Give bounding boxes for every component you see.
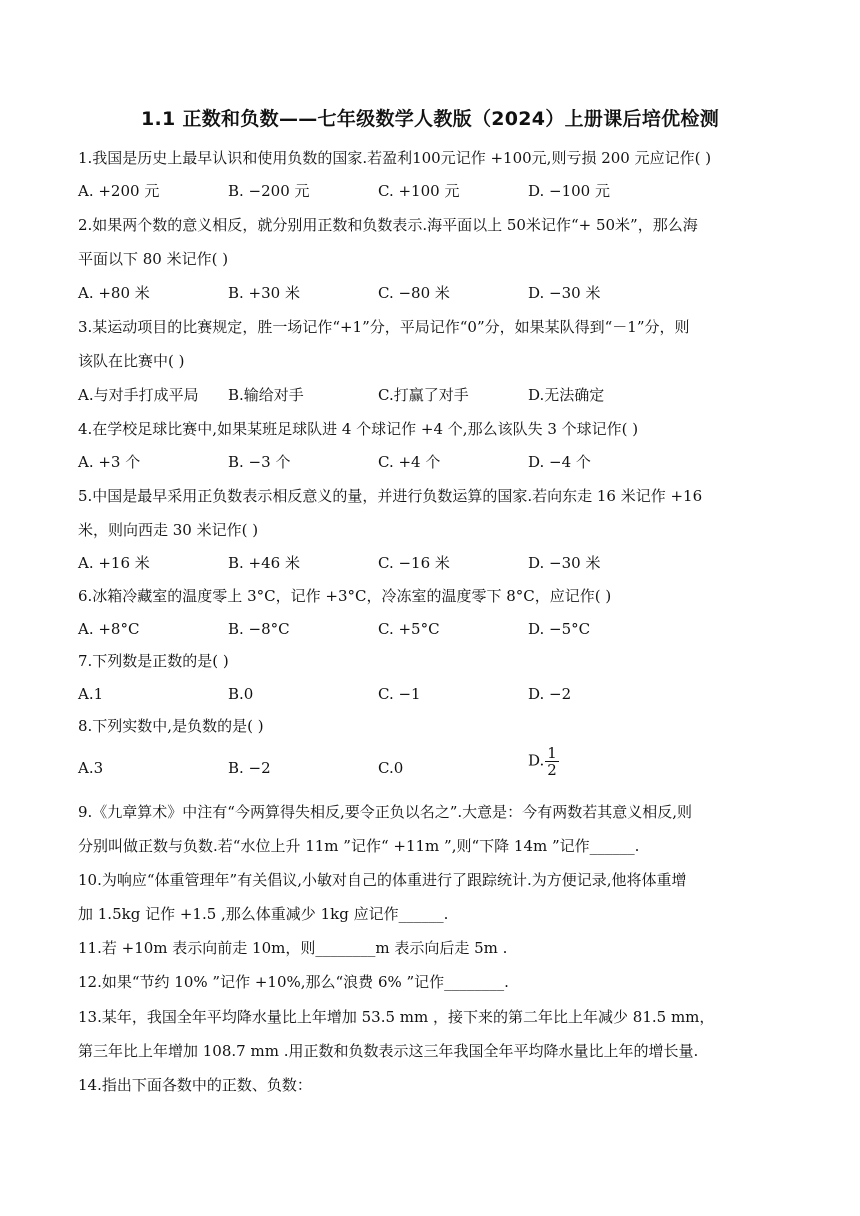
option-a: A.3 (78, 759, 104, 777)
option-b: B. −3 个 (228, 453, 291, 471)
question-3-text-line-1: 3.某运动项目的比赛规定，胜一场记作“+1”分，平局记作“0”分，如果某队得到“－1”分，则 (78, 318, 690, 336)
fraction-one-half (545, 745, 559, 778)
question-13-text-line-1: 13.某年，我国全年平均降水量比上年增加 53.5 mm ，接下来的第二年比上年减少 81.5 mm， (78, 1008, 715, 1026)
option-d: D. −30 米 (528, 554, 601, 572)
option-c: C. +100 元 (378, 182, 460, 200)
question-1-options (78, 180, 778, 202)
page-title: 1.1 正数和负数——七年级数学人教版（2024）上册课后培优检测 (140, 108, 720, 130)
question-2-text-line-1: 2.如果两个数的意义相反，就分别用正数和负数表示.海平面以上 50米记作“+ 50米”，那么海 (78, 216, 698, 234)
question-4-options (78, 451, 778, 473)
question-13-text-line-2: 第三年比上年增加 108.7 mm .用正数和负数表示这三年我国全年平均降水量比上年的增长量. (78, 1042, 699, 1060)
option-c: C. +4 个 (378, 453, 441, 471)
option-c: C. −80 米 (378, 284, 450, 302)
option-d (528, 745, 559, 778)
option-c: C. −1 (378, 685, 421, 703)
option-a: A.1 (78, 685, 104, 703)
fraction-numerator: 1 (547, 744, 557, 762)
question-12-text: 12.如果“节约 10% ”记作 +10%,那么“浪费 6% ”记作________. (78, 973, 509, 991)
option-a: A. +200 元 (78, 182, 160, 200)
question-14-text: 14.指出下面各数中的正数、负数： (78, 1076, 312, 1094)
option-c: C.打赢了对手 (378, 386, 469, 404)
option-b: B. −2 (228, 759, 271, 777)
question-8-options (78, 744, 778, 779)
question-6-text: 6.冰箱冷藏室的温度零上 3°C，记作 +3°C，冷冻室的温度零下 8°C，应记作( ) (78, 587, 612, 605)
option-c: C. −16 米 (378, 554, 450, 572)
question-2-options (78, 282, 778, 304)
question-1-text: 1.我国是历史上最早认识和使用负数的国家.若盈利100元记作 +100元,则亏损 200 元应记作( ) (78, 149, 712, 167)
question-2-text-line-2: 平面以下 80 米记作( ) (78, 250, 229, 268)
question-4-text: 4.在学校足球比赛中,如果某班足球队进 4 个球记作 +4 个,那么该队失 3 个球记作( ) (78, 420, 639, 438)
question-5-text-line-2: 米，则向西走 30 米记作( ) (78, 521, 259, 539)
question-7-text: 7.下列数是正数的是( ) (78, 652, 229, 670)
question-10-text-line-1: 10.为响应“体重管理年”有关倡议,小敏对自己的体重进行了跟踪统计.为方便记录,他将体重增 (78, 871, 687, 889)
option-d: D. −4 个 (528, 453, 591, 471)
question-7-options (78, 683, 778, 705)
option-d-label: D. (528, 751, 545, 770)
question-9-text-line-2: 分别叫做正数与负数.若“水位上升 11m ”记作“ +11m ”,则“下降 14m ”记作______. (78, 837, 640, 855)
option-c: C. +5°C (378, 620, 440, 638)
option-d: D.无法确定 (528, 386, 605, 404)
option-b: B. −200 元 (228, 182, 310, 200)
option-a: A. +80 米 (78, 284, 150, 302)
question-3-text-line-2: 该队在比赛中( ) (78, 352, 185, 370)
option-b: B.输给对手 (228, 386, 304, 404)
question-3-options (78, 384, 778, 406)
option-d: D. −100 元 (528, 182, 610, 200)
question-11-text: 11.若 +10m 表示向前走 10m，则________m 表示向后走 5m . (78, 939, 508, 957)
option-d: D. −5°C (528, 620, 591, 638)
option-d: D. −30 米 (528, 284, 601, 302)
option-b: B. +46 米 (228, 554, 300, 572)
option-a: A. +16 米 (78, 554, 150, 572)
question-8-text: 8.下列实数中,是负数的是( ) (78, 717, 264, 735)
option-b: B. −8°C (228, 620, 290, 638)
option-a: A. +8°C (78, 620, 140, 638)
option-b: B. +30 米 (228, 284, 300, 302)
option-d: D. −2 (528, 685, 572, 703)
question-6-options (78, 618, 778, 640)
option-b: B.0 (228, 685, 254, 703)
fraction-denominator: 2 (547, 761, 557, 779)
question-5-options (78, 552, 778, 574)
option-a: A. +3 个 (78, 453, 141, 471)
option-c: C.0 (378, 759, 404, 777)
question-9-text-line-1: 9.《九章算术》中注有“今两算得失相反,要令正负以名之”.大意是：今有两数若其意义相反,则 (78, 803, 692, 821)
question-5-text-line-1: 5.中国是最早采用正负数表示相反意义的量，并进行负数运算的国家.若向东走 16 米记作 +16 (78, 487, 703, 505)
question-10-text-line-2: 加 1.5kg 记作 +1.5 ,那么体重减少 1kg 应记作______. (78, 905, 449, 923)
option-a: A.与对手打成平局 (78, 386, 199, 404)
